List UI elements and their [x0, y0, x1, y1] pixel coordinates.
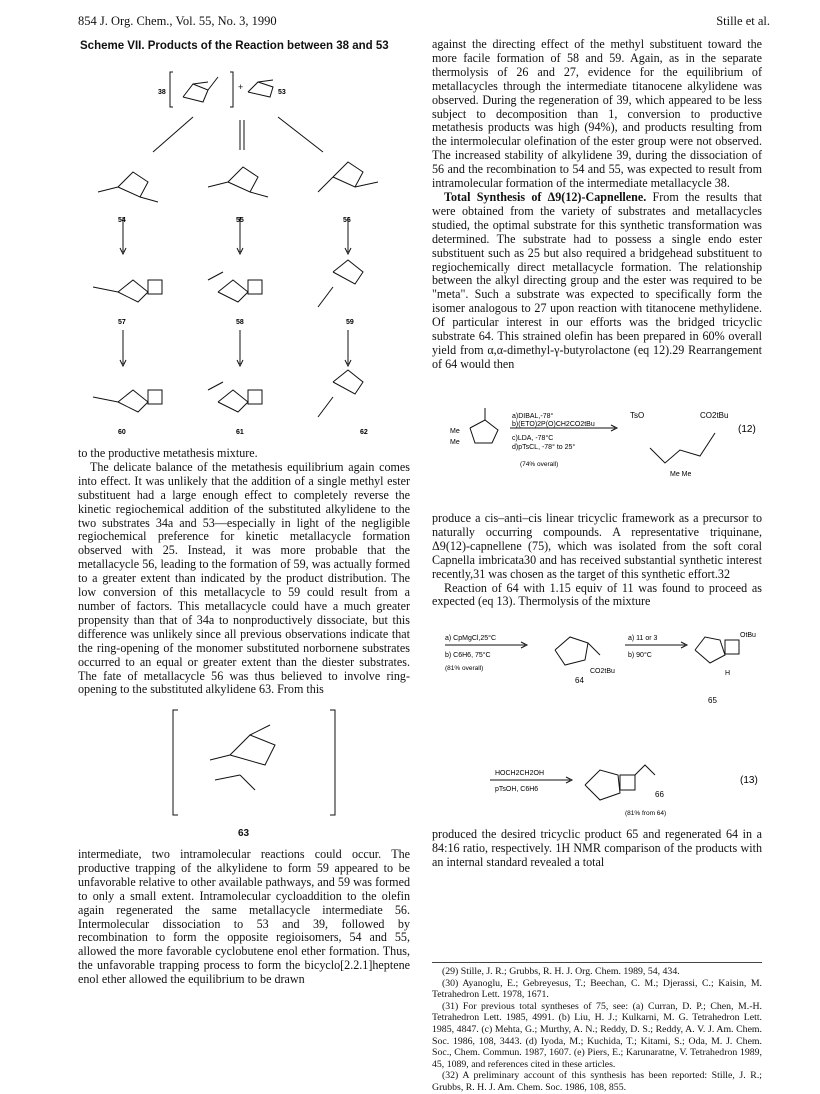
eq13-reagent: a) CpMgCl,25°C	[445, 635, 497, 642]
eq12-yield: (74% overall)	[520, 461, 559, 468]
reference: (31) For previous total syntheses of 75, see: (a) Curran, D. P.; Chen, M.-H. Tetrahedron Lett. 1985, 4991. (b) Liu, H. J.; Kulkarni, M. G. Tetrahedron Lett. 1985, 4847. (c) Mehta, G.; Murthy, A. N.; Reddy, D. S.; Reddy, A. V. J. Am. Chem. Soc. 1986, 108, 3443. (d) Iyoda, M.; Kuchida, T.; Kitami, S.; Oda, M. J. Chem. Soc., Chem. Commun. 1987, 1607. (e) Piers, E.; Karunaratne, V. Tetrahedron 1989, 45, 1089, and references cited in these articles.	[432, 1000, 762, 1070]
label-54: 54	[118, 217, 126, 224]
paragraph: produced the desired tricyclic product 65 and regenerated 64 in a 84:16 ratio, respectively. 1H NMR comparison of the products with an internal standard revealed a total	[432, 827, 762, 869]
eq13-h: H	[725, 670, 731, 677]
eq13-reagent: a) 11 or 3	[628, 635, 658, 642]
reference: (32) A preliminary account of this synthesis has been reported: Stille, J. R.; Grubbs, R. H. J. Am. Chem. Soc. 1986, 108, 855.	[432, 1070, 762, 1093]
section-title: Total Synthesis of Δ9(12)-Capnellene.	[444, 189, 647, 204]
header-journal: 854 J. Org. Chem., Vol. 55, No. 3, 1990	[78, 14, 277, 28]
label-57: 57	[118, 319, 126, 326]
references	[432, 966, 762, 1094]
eq12-tso: TsO	[630, 411, 645, 420]
eq13-yield: (81% overall)	[445, 665, 484, 672]
eq12-number: (12)	[738, 424, 756, 435]
paragraph: produce a cis–anti–cis linear tricyclic framework as a precursor to naturally occurring compounds. A representative triquinane, Δ9(12)-capnellene (75), which was isolated from the soft coral Capnella imbricata30 and has received substantial synthetic interest recently,31 was chosen as the target of this synthetic effort.32	[432, 511, 762, 581]
eq12-reagent: a)DIBAL,-78°	[512, 413, 554, 420]
footnote-divider	[432, 962, 762, 963]
label-66: 66	[655, 790, 664, 799]
eq12-me: Me	[450, 428, 460, 435]
paragraph: against the directing effect of the methyl substituent toward the more facile formation of 58 and 59. Again, as in the separate thermolysis of 26 and 27, evidence for the equilibrium of metallacycles through the intermediate titanocene alkylidene was observed. During the regeneration of 39, which appeared to be less subject to decomposition than 1, conversion to productive metathesis products was high (94%), and products resulting from the intermolecular olefination of the ester group were not observed. The increased stability of alkylidene 39, during the dissociation of 56 and the recombination to 54 and 55, was expected to result from intramolecular formation of the intermediate metallacycle 38.	[432, 37, 762, 191]
scheme-vii-diagram	[78, 52, 418, 472]
label-64: 64	[575, 676, 584, 685]
label-65: 65	[708, 696, 717, 705]
right-column-top	[432, 38, 762, 372]
eq13-reagent: pTsOH, C6H6	[495, 786, 539, 793]
eq12-reagent: b)(ETO)2P(O)CH2CO2tBu	[512, 421, 595, 428]
left-column-bottom	[78, 848, 410, 987]
label-55: 55	[236, 217, 244, 224]
eq12-ester: CO2tBu	[700, 411, 729, 420]
reference: (30) Ayanoglu, E.; Gebreyesus, T.; Beechan, C. M.; Djerassi, C.; Kaisin, M. Tetrahedron Lett. 1978, 1671.	[432, 977, 762, 1001]
label-63: 63	[238, 828, 250, 839]
scheme-title: Scheme VII. Products of the Reaction between 38 and 53	[80, 40, 389, 52]
label-38: 38	[158, 89, 166, 96]
eq13-reagent: b) 90°C	[628, 652, 652, 659]
paragraph: intermediate, two intramolecular reactions could occur. The productive trapping of the alkylidene to form 59 appeared to be unfavorable relative to other available pathways, and 59 was formed to only a small extent. Intramolecular cycloaddition to the olefin again regenerated the same metallacycle intermediate 56. Intermolecular dissociation to 53 and 39, followed by recombination to form the opposite regioisomers, 54 and 55, allowed the more favorable cyclobutene enol ether formation. Thus, the unfavorable trapping process to form the bicyclo[2.2.1]heptene enol ether allowed the equilibrium to be drawn	[78, 847, 410, 987]
eq12-me: Me	[450, 439, 460, 446]
equation-12	[450, 398, 770, 508]
left-column-top	[78, 447, 410, 697]
label-62: 62	[360, 429, 368, 436]
svg-text:+: +	[238, 82, 244, 92]
eq13-reagent: HOCH2CH2OH	[495, 770, 545, 777]
label-60: 60	[118, 429, 126, 436]
label-59: 59	[346, 319, 354, 326]
paragraph: to the productive metathesis mixture.	[78, 446, 258, 460]
eq13-number: (13)	[740, 775, 758, 786]
paragraph: From the results that were obtained from the variety of substrates and metallacycles studied, the optimal substrate for this synthetic transformation was determined. The substrate had to possess a single endo ester substituent such as 25 but also required a bridgehead substituent to regiochemically direct metallacycle formation. The relationship between the alkyl directing group and the ester was required to be "meta". Such a substrate was expected to specifically form the isomer analogous to 27 upon reaction with titanocene methylidene. Of particular interest in our efforts was the bridged tricyclic substrate 64. This strained olefin has been prepared in 60% overall yield from α,α-dimethyl-γ-butyrolactone (eq 12).29 Rearrangement of 64 would then	[432, 189, 762, 371]
label-61: 61	[236, 429, 244, 436]
eq12-reagent: d)pTsCL, -78° to 25°	[512, 444, 576, 451]
eq13-yield: (81% from 64)	[625, 810, 667, 817]
structure-63	[170, 710, 340, 830]
eq13-ester: CO2tBu	[590, 668, 615, 675]
label-56: 56	[343, 217, 351, 224]
eq13-otbu: OtBu	[740, 632, 756, 639]
eq12-reagent: c)LDA, -78°C	[512, 435, 554, 442]
paragraph: Reaction of 64 with 1.15 equiv of 11 was found to proceed as expected (eq 13). Thermolysis of the mixture	[432, 580, 762, 609]
page-header	[78, 14, 770, 32]
eq13-reagent: b) C6H6, 75°C	[445, 652, 491, 659]
label-53: 53	[278, 89, 286, 96]
label-58: 58	[236, 319, 244, 326]
header-authors: Stille et al.	[716, 14, 770, 28]
reference: (29) Stille, J. R.; Grubbs, R. H. J. Org. Chem. 1989, 54, 434.	[442, 966, 680, 977]
equation-13	[440, 625, 765, 825]
right-column-middle	[432, 512, 762, 609]
right-column-bottom	[432, 828, 762, 870]
paragraph: The delicate balance of the metathesis equilibrium again comes into effect. It was unlikely that the addition of a single methyl ester substituent had a large enough effect to completely reverse the kinetic regiochemical addition of the substituted alkylidene to the two substrates 34a and 53—especially in light of the negligible regiochemical preference for kinetic metallacycle formation observed with 25. Instead, it was more probable that the metallacycle 56, leading to the formation of 59, was actually formed to a greater extent than indicated by the product distribution. The low conversion of this metallacycle to 59 could result from a number of factors. This metallacycle could have a much greater propensity than that of 34a to nonproductively dissociate, but this difference was unlikely since all previous observations indicate that the ring-opening of the monomer substituted norbornene substrates occurred to an equal or greater extent than the diester substrates. The fate of metallacycle 56 was thus believed to involve ring-opening to the substituted alkylidene 63. From this	[78, 459, 410, 697]
eq12-dimethyl: Me Me	[670, 471, 692, 478]
